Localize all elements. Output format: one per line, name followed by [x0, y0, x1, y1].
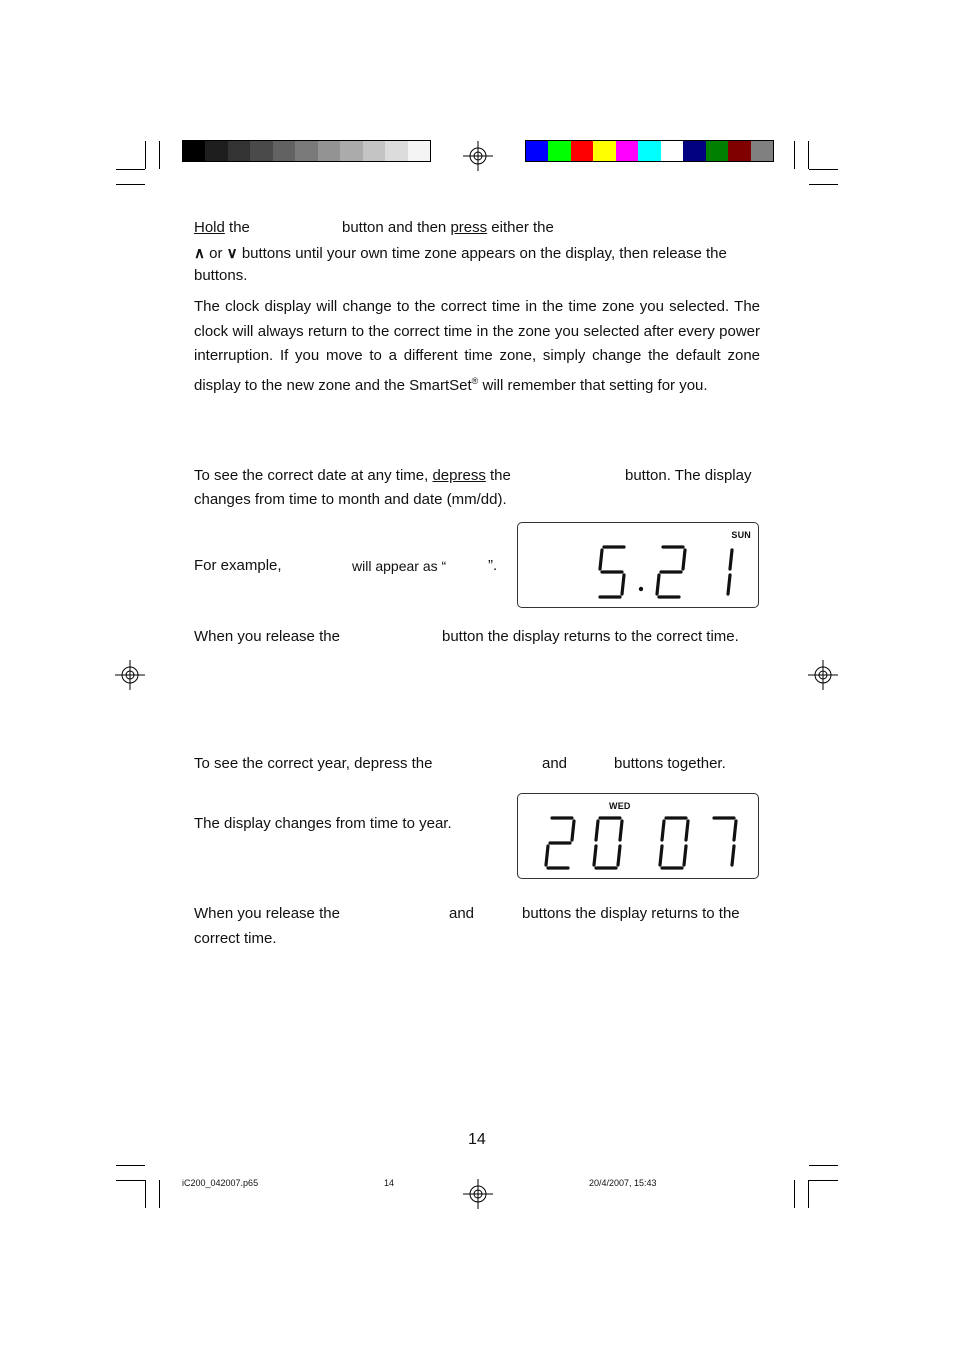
registration-mark-left-icon: [115, 660, 145, 690]
lcd-segment: [730, 550, 732, 569]
grayscale-swatch-0: [183, 141, 205, 161]
grayscale-swatch-10: [408, 141, 430, 161]
footer-filename: iC200_042007.p65: [182, 1178, 259, 1188]
grayscale-swatch-2: [228, 141, 250, 161]
lcd-segment: [662, 821, 664, 840]
lcd-day-indicator: SUN: [731, 530, 751, 540]
lcd-digit-0: [546, 818, 574, 868]
registration-mark-top-icon: [463, 141, 493, 171]
lcd-segment: [660, 846, 662, 865]
section2-line1-c: button. The display: [625, 467, 752, 484]
section3-line1-a: To see the correct year, depress the: [194, 755, 433, 772]
section1-line1-mid: button and then press either the: [342, 219, 554, 236]
process-color-swatch-5: [638, 141, 660, 161]
grayscale-color-bar: [182, 140, 431, 162]
grayscale-swatch-9: [385, 141, 407, 161]
lcd-date-digits: [518, 523, 760, 609]
registration-mark-right-icon: [808, 660, 838, 690]
section1-line2: ∧ or ∨ buttons until your own time zone appears on the display, then release the: [194, 245, 727, 262]
lcd-segment: [546, 846, 548, 865]
lcd-digit-2: [728, 550, 732, 594]
grayscale-swatch-1: [205, 141, 227, 161]
lcd-segment: [618, 846, 620, 865]
process-color-swatch-1: [548, 141, 570, 161]
section3-line2: The display changes from time to year.: [194, 815, 452, 832]
section1-line1: Hold the: [194, 219, 250, 236]
page-number: 14: [468, 1131, 486, 1148]
process-color-swatch-4: [616, 141, 638, 161]
process-color-swatch-6: [661, 141, 683, 161]
grayscale-swatch-3: [250, 141, 272, 161]
lcd-segment: [732, 846, 734, 865]
grayscale-swatch-5: [295, 141, 317, 161]
section1-line3: buttons.: [194, 267, 248, 284]
lcd-display-date: [517, 522, 759, 608]
section2-release-a: When you release the: [194, 628, 340, 645]
section1-paragraph: The clock display will change to the correct time in the time zone you selected. The clock will always return to the correct time in the zone you selected after every power interruption. If you move to a different time zone, simply change the default zone display to the new zone and the SmartSet® will remember that setting for you.: [194, 298, 760, 394]
lcd-segment: [686, 821, 688, 840]
lcd-segment: [622, 575, 624, 594]
section3-line1-b: buttons together.: [614, 755, 726, 772]
process-color-swatch-2: [571, 141, 593, 161]
lcd-digit-1: [657, 547, 685, 597]
section3-release-and: and: [449, 905, 475, 922]
section2-release-b: button the display returns to the correct time.: [442, 628, 739, 645]
lcd-segment: [657, 575, 659, 594]
registration-mark-bottom-icon: [463, 1179, 493, 1209]
up-arrow-icon: ∧: [194, 245, 205, 262]
example-close-quote: ”.: [488, 557, 498, 574]
process-color-swatch-8: [706, 141, 728, 161]
process-color-swatch-3: [593, 141, 615, 161]
lcd-digit-0: [600, 547, 624, 597]
lcd-display-year: [517, 793, 759, 879]
lcd-segment: [734, 821, 736, 840]
grayscale-swatch-4: [273, 141, 295, 161]
process-color-bar: [525, 140, 774, 162]
lcd-segment: [600, 550, 602, 569]
lcd-segment: [728, 575, 730, 594]
footer-datetime: 20/4/2007, 15:43: [589, 1178, 657, 1188]
lcd-segment: [596, 821, 598, 840]
footer-page: 14: [384, 1178, 395, 1188]
section3-line1-and: and: [542, 755, 568, 772]
lcd-decimal-dot: [639, 587, 643, 591]
lcd-digit-3: [714, 818, 736, 865]
grayscale-swatch-8: [363, 141, 385, 161]
example-appear-as: will appear as “: [352, 558, 447, 574]
lcd-segment: [572, 821, 574, 840]
process-color-swatch-9: [728, 141, 750, 161]
grayscale-swatch-6: [318, 141, 340, 161]
process-color-swatch-10: [751, 141, 773, 161]
section2-line1-a: To see the correct date at any time, depress the: [194, 467, 511, 484]
lcd-segment: [683, 550, 685, 569]
lcd-segment: [594, 846, 596, 865]
section3-release-a: When you release the: [194, 905, 340, 922]
lcd-year-digits: [518, 794, 760, 880]
process-color-swatch-7: [683, 141, 705, 161]
lcd-digit-2: [660, 818, 688, 868]
lcd-segment: [620, 821, 622, 840]
example-label: For example,: [194, 557, 282, 574]
grayscale-swatch-7: [340, 141, 362, 161]
section3-release-b: buttons the display returns to the: [522, 905, 740, 922]
lcd-day-indicator: WED: [609, 801, 631, 811]
lcd-digit-1: [594, 818, 622, 868]
process-color-swatch-0: [526, 141, 548, 161]
section3-release-c: correct time.: [194, 930, 277, 947]
lcd-segment: [684, 846, 686, 865]
down-arrow-icon: ∨: [226, 245, 238, 262]
section2-line2: changes from time to month and date (mm/dd).: [194, 491, 507, 508]
